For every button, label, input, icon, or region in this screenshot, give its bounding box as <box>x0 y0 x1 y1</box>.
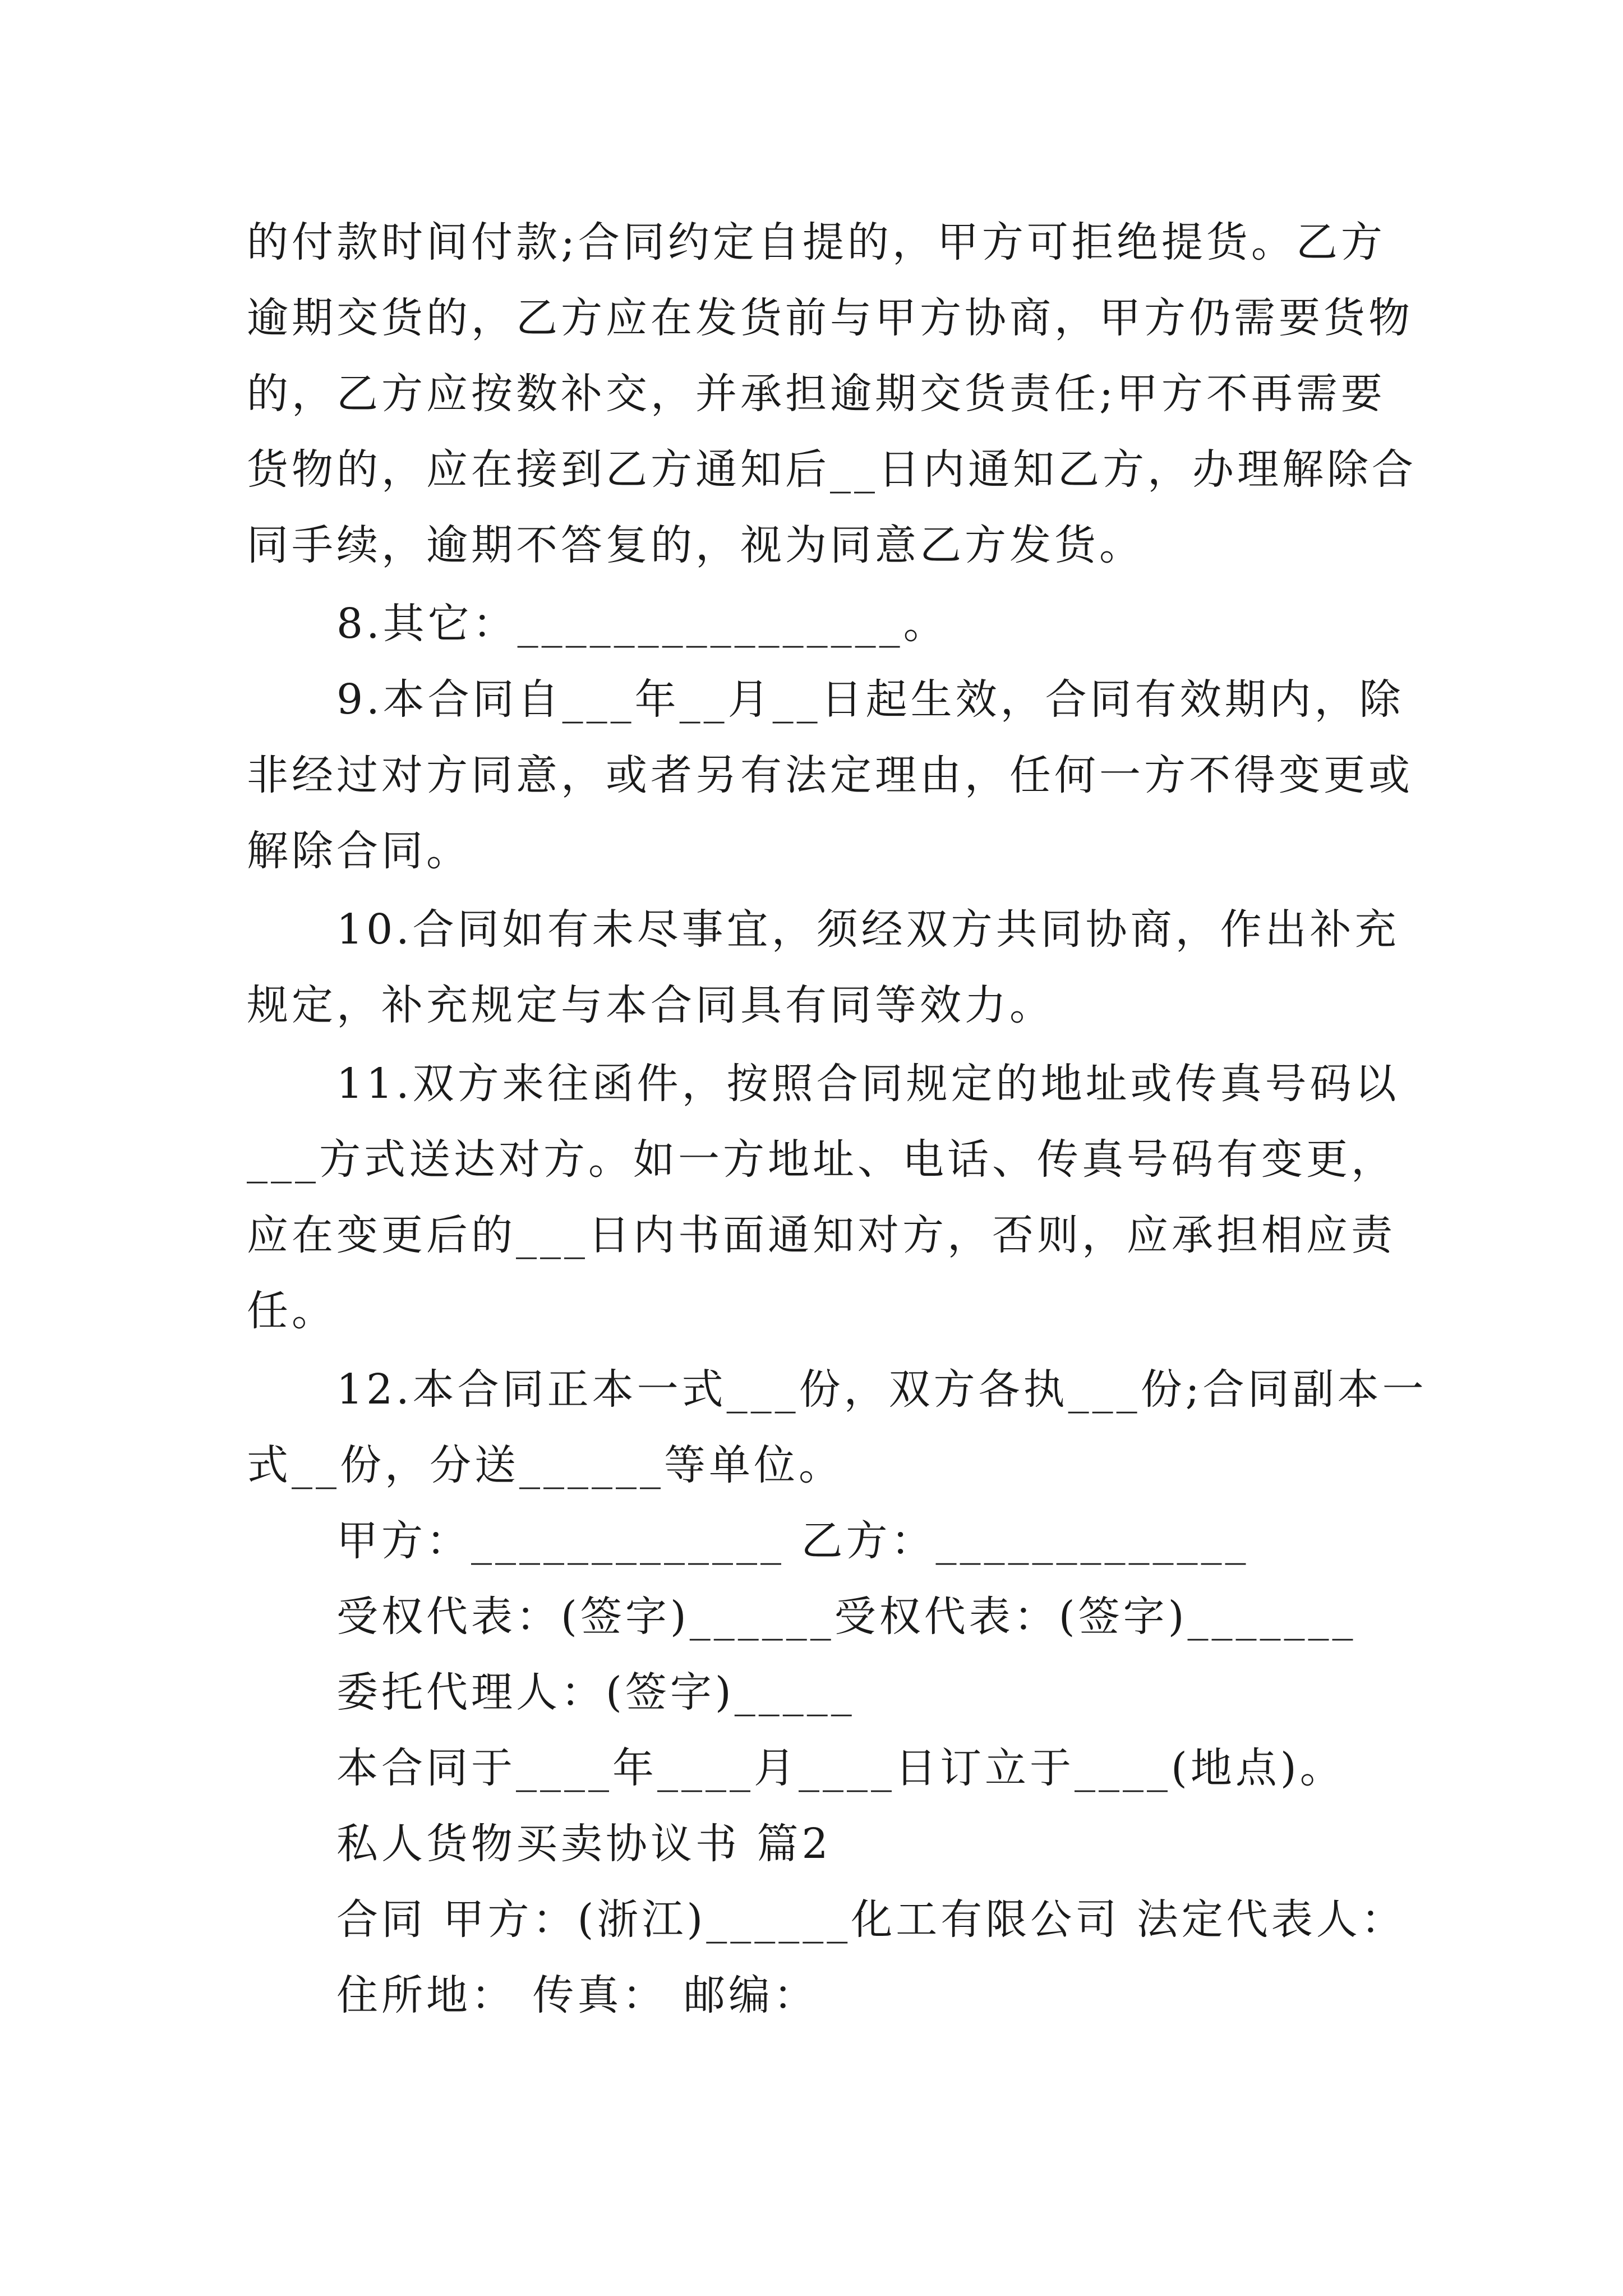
signing-date-place: 本合同于____年____月____日订立于____(地点)。 <box>336 1744 1345 1792</box>
body-line: 逾期交货的，乙方应在发货前与甲方协商，甲方仍需要货物 <box>247 294 1413 342</box>
body-line: 任。 <box>247 1287 336 1335</box>
clause-9: 9.本合同自___年__月__日起生效，合同有效期内，除 <box>336 675 1404 724</box>
contract-party-line: 合同 甲方：(浙江)______化工有限公司 法定代表人： <box>336 1895 1406 1944</box>
signature-agent: 委托代理人：(签字)_____ <box>336 1668 855 1717</box>
body-line: 规定，补充规定与本合同具有同等效力。 <box>247 981 1054 1029</box>
body-line: 的，乙方应按数补交，并承担逾期交货责任;甲方不再需要 <box>247 370 1386 418</box>
body-line: 的付款时间付款;合同约定自提的，甲方可拒绝提货。乙方 <box>247 218 1386 266</box>
body-line: 非经过对方同意，或者另有法定理由，任何一方不得变更或 <box>247 751 1413 799</box>
body-line: 应在变更后的___日内书面通知对方，否则，应承担相应责 <box>247 1211 1396 1259</box>
clause-11: 11.双方来往函件，按照合同规定的地址或传真号码以 <box>336 1060 1400 1108</box>
body-line: ___方式送达对方。如一方地址、电话、传真号码有变更， <box>247 1135 1396 1184</box>
signature-representatives: 受权代表：(签字)______受权代表：(签字)_______ <box>336 1593 1357 1641</box>
address-fax-postcode-line: 住所地： 传真： 邮编： <box>336 1971 819 2019</box>
signature-parties: 甲方：_____________ 乙方：_____________ <box>336 1517 1249 1565</box>
body-line: 解除合同。 <box>247 827 471 875</box>
clause-10: 10.合同如有未尽事宜，须经双方共同协商，作出补充 <box>336 905 1400 954</box>
body-line: 货物的，应在接到乙方通知后__日内通知乙方，办理解除合 <box>247 445 1417 494</box>
section-heading: 私人货物买卖协议书 篇2 <box>336 1820 832 1868</box>
body-line: 式__份，分送______等单位。 <box>247 1441 843 1489</box>
clause-8: 8.其它：________________。 <box>336 600 948 648</box>
body-line: 同手续，逾期不答复的，视为同意乙方发货。 <box>247 521 1144 569</box>
clause-12: 12.本合同正本一式___份，双方各执___份;合同副本一 <box>336 1365 1427 1414</box>
